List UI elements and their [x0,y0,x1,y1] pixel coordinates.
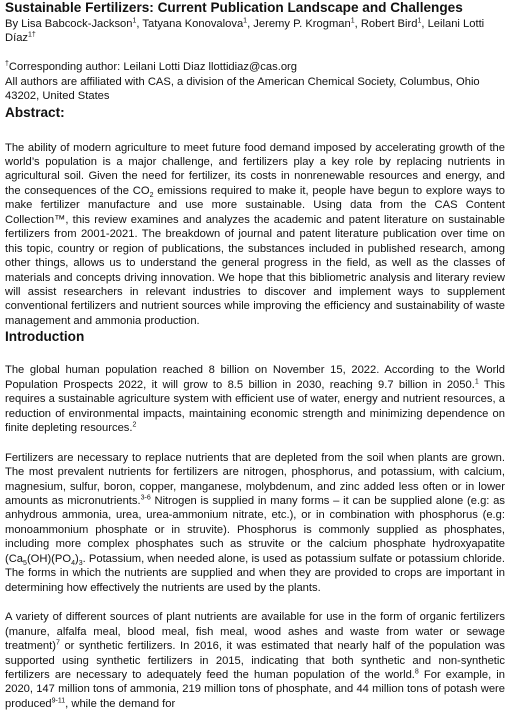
author-affil-mark: 1 [243,17,248,25]
intro-paragraph-2 [5,451,505,596]
body-text: ) [74,552,79,565]
body-text: Fertilizers are necessary to replace nutrients that are depleted from the soil when plants are grown. The most prevalent nutrients for fertilizers are nitrogen, phosphorus, and potassium, with calcium, magnesium, sulfur, boron, copper, manganese, molybdenum, and zinc added less often or in lower amounts as micronutrients. [5,451,505,508]
corresponding-author [5,60,505,75]
author-list: By Lisa Babcock-Jackson$^1$, Tatyana Konovalova$^1$, Jeremy P. Krogman$^1$, Robert Bird$^1$, Leilani Lotti Díaz$^{1\dagger}$ [5,17,485,44]
paper-title: Sustainable Fertilizers: Current Publication Landscape and Challenges [5,0,463,15]
abstract-text: The ability of modern agriculture to meet future food demand imposed by accelerating growth of the world’s population is a major challenge, and fertilizers play a key role by replacing nutrients in agricultural soil. Given the need for fertilizer, its costs in nonrenewable resources and energy, and the consequences of the CO [5,141,505,197]
citation-mark: 1 [474,378,479,386]
author-name: Jeremy P. Krogman [253,18,351,30]
intro-paragraph-3 [5,610,505,711]
body-text: or synthetic fertilizers. In 2016, it was estimated that nearly half of the population was supported using synthetic fertilizers in 2015, indicating that both synthetic and non-synthetic fertilizers are necessary to adequately feed the human population of the world. [5,640,505,681]
body-text: , while the demand for [65,697,176,710]
body-text: For example, in 2020, 147 million tons of ammonia, 219 million tons of phosphate, and 44 million tons of potash were produced [5,669,505,710]
affiliation: All authors are affiliated with CAS, a division of the American Chemical Society, Columbus, Ohio 43202, United States [5,75,480,102]
intro-paragraph-1 [5,363,505,435]
citation-mark: 8 [414,668,419,676]
author-affil-mark: 1 [132,17,137,25]
corresponding-mark: † [5,60,9,68]
body-text: . Potassium, when needed alone, is used as potassium sulfate or potassium chloride. The forms in which the nutrients are supplied and when they are provided to crops are important in determining how effectively the nutrients are used by the plants. [5,552,505,594]
citation-mark: 7 [55,639,60,647]
abstract-text: emissions required to make it, people have begun to explore ways to make fertilizer manufacture and use more sustainable. Using data from the CAS Content Collection™, this review examines and analyzes the academic and patent literature on sustainable fertilizers from 2001-2021. The breakdown of journal and patent literature publication over time on this topic, country or region of publications, the substances included in published research, among other things, allows us to understand the general progress in the field, as well as the classes of materials and concepts driving innovation. We hope that this bibliometric analysis and literary review will assist researchers in relevant industries to discover and implement ways to supplement conventional fertilizers and nutrient sources while improving the efficiency and sustainability of waste management and ammonia production. [5,184,505,327]
citation-mark: 9-11 [51,697,66,705]
body-text: This requires a sustainable agriculture system with efficient use of water, energy and nutrient resources, a reduction of environmental impacts, maintaining economic strength and minimizing dependence on finite depleting resources. [5,378,505,435]
author-affil-mark: 1 [350,17,355,25]
corresponding-text: Corresponding author: Leilani Lotti Diaz llottidiaz@cas.org [8,61,297,73]
subscript: 5 [23,560,27,568]
subscript: 2 [149,192,154,200]
subscript: 4 [71,560,75,568]
author-name: Leilani Lotti Díaz [5,18,485,44]
subscript: 3 [78,560,83,568]
body-text: A variety of different sources of plant nutrients are available for use in the form of organic fertilizers (manure, alfalfa meal, blood meal, fish meal, wood ashes and waste from water or sewage treatment) [5,611,505,653]
author-name: Lisa Babcock-Jackson [21,18,133,30]
body-text: Nitrogen is supplied in many forms – it can be supplied alone (e.g: as anhydrous ammonia, urea, urea-ammonium nitrate, etc.), or in combination with phosphorus (e.g: monoammonium phosphate or in struvite). Phosphorus is commonly supplied as phosphates, including more complex phosphates such as struvite or the calcium phosphate hydroxyapatite (Ca [5,495,505,565]
citation-mark: 2 [132,421,137,429]
author-affil-mark: 1† [28,31,36,39]
abstract-heading: Abstract: [5,104,65,120]
author-affil-mark: 1 [417,17,422,25]
author-name: Robert Bird [360,18,418,30]
body-text: The global human population reached 8 billion on November 15, 2022. According to the World Population Prospects 2022, it will grow to 8.5 billion in 2030, reaching 9.7 billion in 2050. [5,364,505,391]
introduction-heading: Introduction [5,329,85,345]
abstract-paragraph [5,141,505,329]
citation-mark: 3-6 [140,494,151,502]
author-name: Tatyana Konovalova [142,18,244,30]
authors-prefix: By [5,18,19,30]
body-text: (OH)(PO [26,552,72,565]
